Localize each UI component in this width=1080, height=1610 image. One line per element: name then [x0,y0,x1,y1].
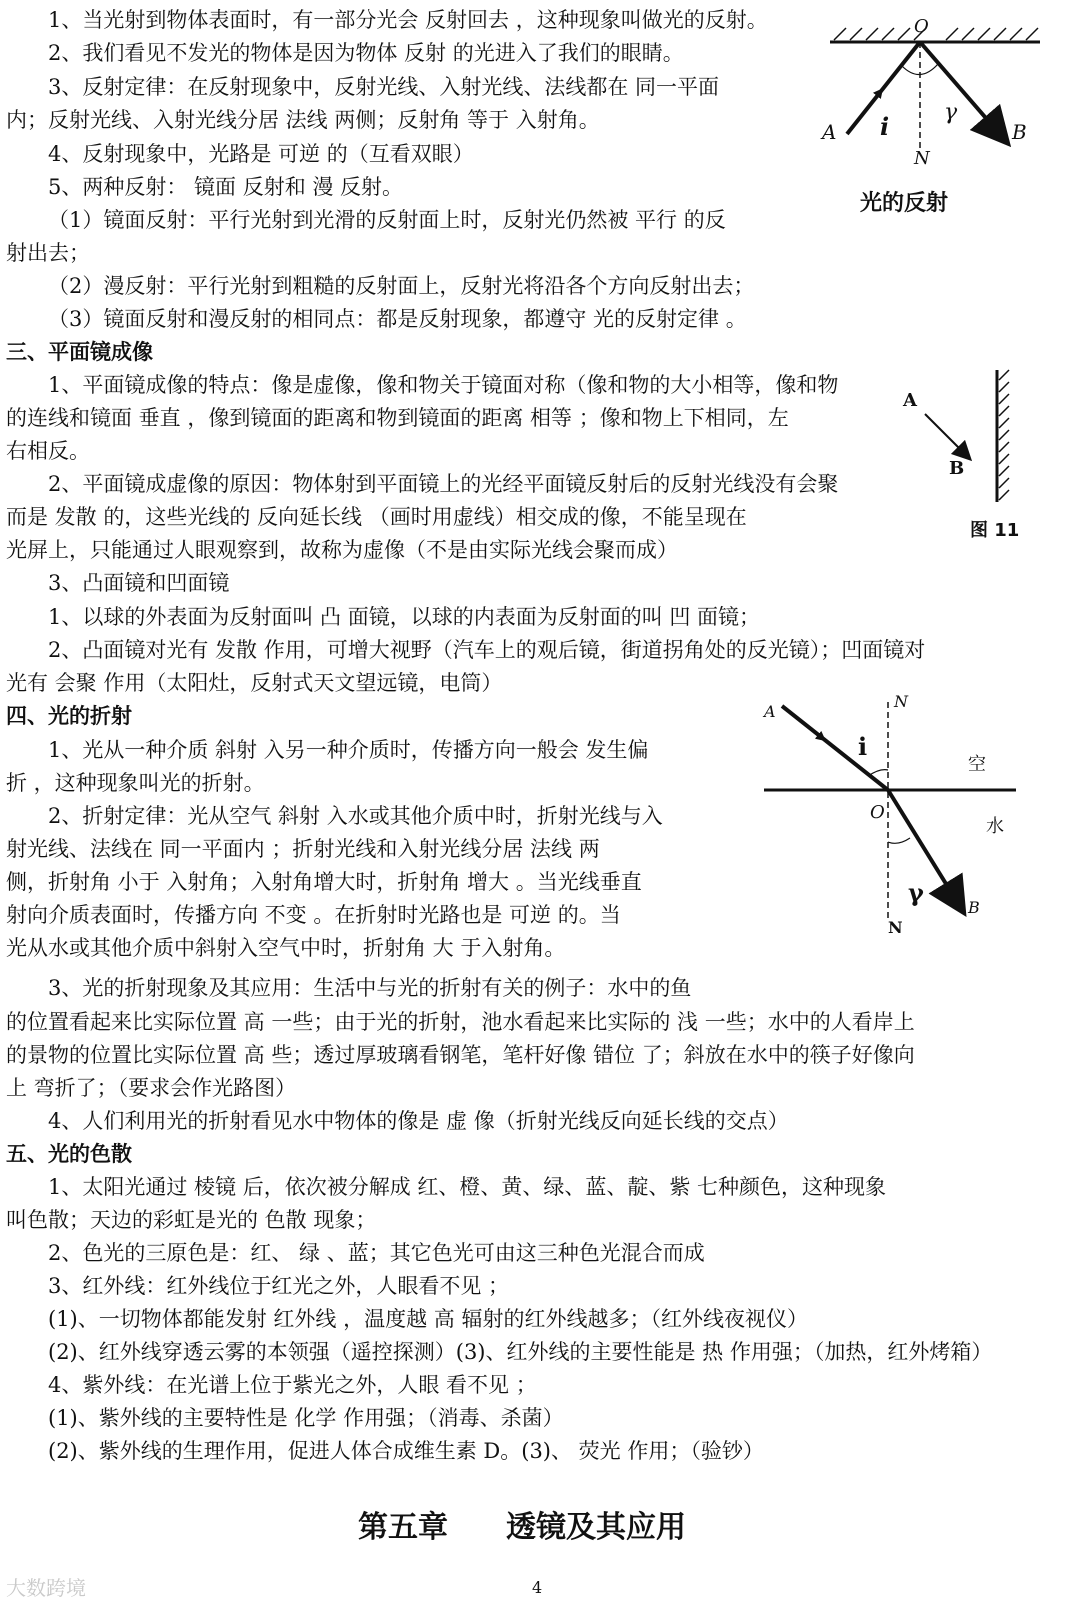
text-line: （3）镜面反射和漫反射的相同点：都是反射现象，都遵守 光的反射定律 。 [48,307,747,331]
text-line: 的景物的位置比实际位置 高 些；透过厚玻璃看钢笔，笔杆好像 错位 了；斜放在水中的筷子好像向 [6,1043,915,1067]
chapter-title: 透镜及其应用 [506,1510,686,1545]
text-line: 叫色散；天边的彩虹是光的 色散 现象； [6,1208,377,1232]
section-heading: 三、平面镜成像 [6,340,153,364]
point-b-label: B [949,458,965,479]
text-line: 光屏上，只能通过人眼观察到，故称为虚像（不是由实际光线会聚而成） [6,538,678,562]
text-line: 1、光从一种介质 斜射 入另一种介质时，传播方向一般会 发生偏 [48,738,649,762]
text-line: 4、紫外线：在光谱上位于紫光之外，人眼 看不见 ； [48,1373,537,1397]
text-line: 折 ，这种现象叫光的折射。 [6,771,265,795]
text-line: 的位置看起来比实际位置 高 一些；由于光的折射，池水看起来比实际的 浅 一些；水中的人看岸上 [6,1010,915,1034]
reflection-angle-label: γ [944,100,958,125]
text-line: 1、当光射到物体表面时，有一部分光会 反射回去 ，这种现象叫做光的反射。 [48,8,768,32]
text-line: 4、反射现象中，光路是 可逆 的（互看双眼） [48,142,474,166]
text-line: 2、折射定律：光从空气 斜射 入水或其他介质中时，折射光线与入 [48,804,663,828]
point-a-label: A [822,120,837,144]
text-line: 1、平面镜成像的特点：像是虚像，像和物关于镜面对称（像和物的大小相等，像和物 [48,373,839,397]
text-line: 上 弯折了；（要求会作光路图） [6,1076,297,1100]
figure-caption: 光的反射 [860,191,949,216]
incidence-angle-label: i [858,732,868,761]
text-line: 2、平面镜成虚像的原因：物体射到平面镜上的光经平面镜反射后的反射光线没有会聚 [48,472,839,496]
point-b-label: B [1012,120,1027,144]
normal-top-label: N [894,692,908,711]
incidence-angle-label: i [880,112,890,141]
figure-caption: 图 11 [970,520,1020,541]
water-label: 水 [986,816,1004,837]
text-line: 光从水或其他介质中斜射入空气中时，折射角 大 于入射角。 [6,936,566,960]
text-line: 而是 发散 的，这些光线的 反向延长线 （画时用虚线）相交成的像，不能呈现在 [6,505,747,529]
point-o-label: O [870,802,885,823]
point-a-label: A [764,702,776,721]
normal-bottom-label: N [888,918,903,937]
text-line: 的连线和镜面 垂直 ，像到镜面的距离和物到镜面的距离 相等 ；像和物上下相同，左 [6,406,789,430]
text-line: (1)、一切物体都能发射 红外线 ，温度越 高 辐射的红外线越多；（红外线夜视仪） [48,1307,808,1331]
text-line: 3、反射定律：在反射现象中，反射光线、入射光线、法线都在 同一平面 [48,75,720,99]
text-line: 2、凸面镜对光有 发散 作用，可增大视野（汽车上的观后镜，街道拐角处的反光镜）；凹面镜对 [48,638,926,662]
text-line: （1）镜面反射：平行光射到光滑的反射面上时，反射光仍然被 平行 的反 [48,208,726,232]
text-line: 右相反。 [6,439,90,463]
page-number: 4 [532,1578,543,1597]
watermark: 大数跨境 [6,1576,86,1600]
text-line: 4、人们利用光的折射看见水中物体的像是 虚 像（折射光线反向延长线的交点） [48,1109,789,1133]
air-label: 空 [968,754,986,775]
plane-mirror-figure [895,362,1035,512]
text-line: 2、我们看见不发光的物体是因为物体 反射 的光进入了我们的眼睛。 [48,41,684,65]
text-line: 1、太阳光通过 棱镜 后，依次被分解成 红、橙、黄、绿、蓝、靛、紫 七种颜色，这种现象 [48,1175,887,1199]
reflection-figure [820,18,1050,178]
text-line: 5、两种反射： 镜面 反射和 漫 反射。 [48,175,404,199]
text-line: （2）漫反射：平行光射到粗糙的反射面上，反射光将沿各个方向反射出去； [48,274,755,298]
refraction-angle-label: γ [908,878,924,907]
text-line: 光有 会聚 作用（太阳灶，反射式天文望远镜，电筒） [6,671,503,695]
text-line: 侧，折射角 小于 入射角；入射角增大时，折射角 增大 。当光线垂直 [6,870,642,894]
refraction-figure [760,692,1030,942]
text-line: 内；反射光线、入射光线分居 法线 两侧；反射角 等于 入射角。 [6,108,600,132]
point-o-label: O [914,16,929,37]
chapter-number: 第五章 [358,1510,448,1545]
text-line: 射出去； [6,241,90,265]
normal-label: N [914,148,930,169]
text-line: (2)、红外线穿透云雾的本领强（遥控探测）(3)、红外线的主要性能是 热 作用强；（加热，红外烤箱） [48,1340,993,1364]
point-a-label: A [903,390,917,411]
text-line: (1)、紫外线的主要特性是 化学 作用强；（消毒、杀菌） [48,1406,564,1430]
text-line: 1、以球的外表面为反射面叫 凸 面镜，以球的内表面为反射面的叫 凹 面镜； [48,605,761,629]
text-line: 3、光的折射现象及其应用：生活中与光的折射有关的例子：水中的鱼 [48,976,692,1000]
text-line: 射光线、法线在 同一平面内 ；折射光线和入射光线分居 法线 两 [6,837,600,861]
text-line: 射向介质表面时，传播方向 不变 。在折射时光路也是 可逆 的。当 [6,903,621,927]
section-heading: 四、光的折射 [6,704,132,728]
text-line: 2、色光的三原色是：红、 绿 、蓝；其它色光可由这三种色光混合而成 [48,1241,705,1265]
text-line: 3、凸面镜和凹面镜 [48,571,230,595]
point-b-label: B [968,898,980,917]
section-heading: 五、光的色散 [6,1142,132,1166]
text-line: (2)、紫外线的生理作用，促进人体合成维生素 D。(3)、 荧光 作用；（验钞） [48,1439,764,1463]
text-line: 3、红外线：红外线位于红光之外，人眼看不见 ； [48,1274,510,1298]
